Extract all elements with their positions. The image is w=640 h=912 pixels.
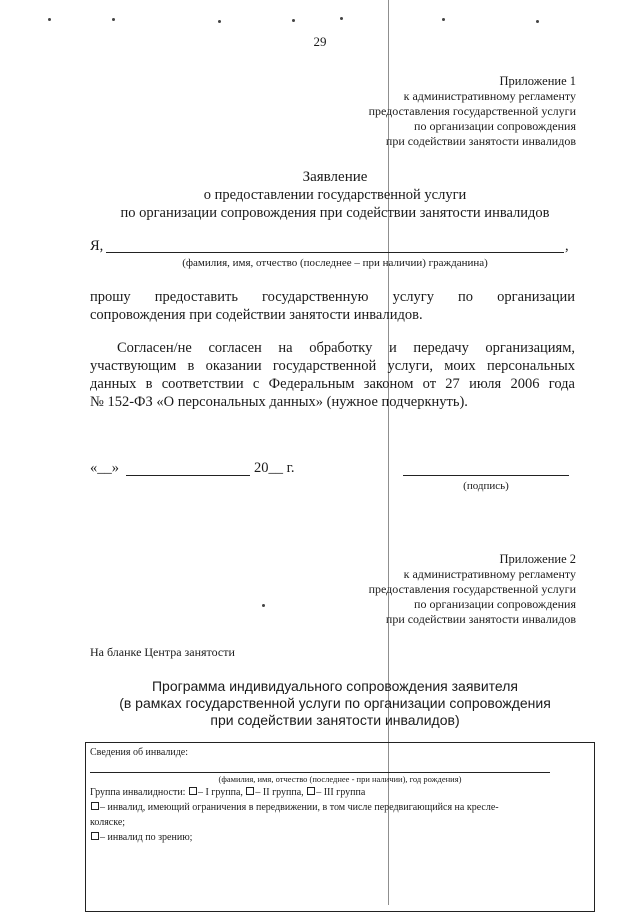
- name-hint: (фамилия, имя, отчество (последнее – при наличии) гражданина): [182, 257, 488, 269]
- box-name-line[interactable]: [90, 762, 550, 773]
- application-subtitle: по организации сопровождения при содействии занятости инвалидов: [120, 205, 550, 221]
- signature-hint: (подпись): [463, 480, 509, 492]
- date-day: «__»: [90, 460, 119, 476]
- disability-group-label: Группа инвалидности:: [90, 787, 186, 798]
- mobility-row: [90, 800, 590, 815]
- program-title-block: [80, 678, 590, 729]
- request-line: прошу предоставить государственную услугу по организации: [90, 289, 575, 305]
- checkbox-icon[interactable]: [307, 787, 315, 795]
- scan-speck: [442, 18, 445, 21]
- scan-speck: [48, 18, 51, 21]
- i-label: Я,: [90, 238, 104, 254]
- appendix-1-line: к административному регламенту: [403, 89, 576, 103]
- date-month-line[interactable]: [126, 475, 250, 476]
- comma: ,: [565, 238, 569, 254]
- appendix-1-heading: Приложение 1: [499, 74, 576, 88]
- application-subtitle: о предоставлении государственной услуги: [203, 187, 467, 203]
- mobility-row-cont: коляске;: [90, 817, 126, 828]
- program-subtitle: при содействии занятости инвалидов): [210, 712, 460, 728]
- scan-speck: [292, 19, 295, 22]
- scan-speck: [340, 17, 343, 20]
- program-title: Программа индивидуального сопровождения заявителя: [151, 678, 518, 694]
- vision-label: – инвалид по зрению;: [100, 832, 193, 843]
- scan-speck: [536, 20, 539, 23]
- page-number: 29: [313, 34, 327, 49]
- consent-line: Согласен/не согласен на обработку и передачу организациям,: [117, 340, 575, 356]
- appendix-2-heading: Приложение 2: [499, 552, 576, 566]
- vision-row: [90, 830, 590, 845]
- appendix-2-header: [276, 552, 576, 627]
- disability-group-row: [90, 785, 590, 800]
- scan-speck: [262, 604, 265, 607]
- appendix-1-line: предоставления государственной услуги: [368, 104, 576, 118]
- mobility-label: – инвалид, имеющий ограничения в передвижении, в том числе передвигающийся на кресле-: [100, 802, 499, 813]
- consent-line: участвующим в оказании государственной услуги, моих персональных: [90, 358, 575, 374]
- checkbox-icon[interactable]: [246, 787, 254, 795]
- application-title: Заявление: [302, 169, 368, 185]
- box-header: Сведения об инвалиде:: [90, 747, 189, 758]
- letterhead-note: На бланке Центра занятости: [90, 645, 235, 659]
- program-subtitle: (в рамках государственной услуги по организации сопровождения: [119, 695, 551, 711]
- signature-line[interactable]: [403, 475, 569, 476]
- request-line: сопровождения при содействии занятости инвалидов.: [90, 307, 423, 323]
- checkbox-icon[interactable]: [91, 802, 99, 810]
- group-3-label: – III группа: [316, 787, 366, 798]
- checkbox-icon[interactable]: [91, 832, 99, 840]
- date-year: 20__ г.: [254, 460, 295, 476]
- appendix-2-line: к административному регламенту: [403, 567, 576, 581]
- appendix-2-line: при содействии занятости инвалидов: [385, 612, 576, 626]
- consent-line: № 152-ФЗ «О персональных данных» (нужное подчеркнуть).: [90, 394, 468, 410]
- name-input-line[interactable]: [106, 252, 564, 253]
- appendix-2-line: предоставления государственной услуги: [368, 582, 576, 596]
- invalid-info-box: [85, 742, 595, 912]
- box-name-hint: (фамилия, имя, отчество (последнее - при наличии), год рождения): [218, 774, 462, 784]
- scan-speck: [218, 20, 221, 23]
- application-title-block: [80, 168, 590, 222]
- appendix-1-header: [276, 74, 576, 149]
- checkbox-icon[interactable]: [189, 787, 197, 795]
- appendix-1-line: при содействии занятости инвалидов: [385, 134, 576, 148]
- consent-line: данных в соответствии с Федеральным законом от 27 июля 2006 года: [90, 376, 575, 392]
- group-1-label: – I группа,: [197, 787, 243, 798]
- group-2-label: – II группа,: [255, 787, 304, 798]
- appendix-1-line: по организации сопровождения: [414, 119, 576, 133]
- appendix-2-line: по организации сопровождения: [414, 597, 576, 611]
- scan-speck: [112, 18, 115, 21]
